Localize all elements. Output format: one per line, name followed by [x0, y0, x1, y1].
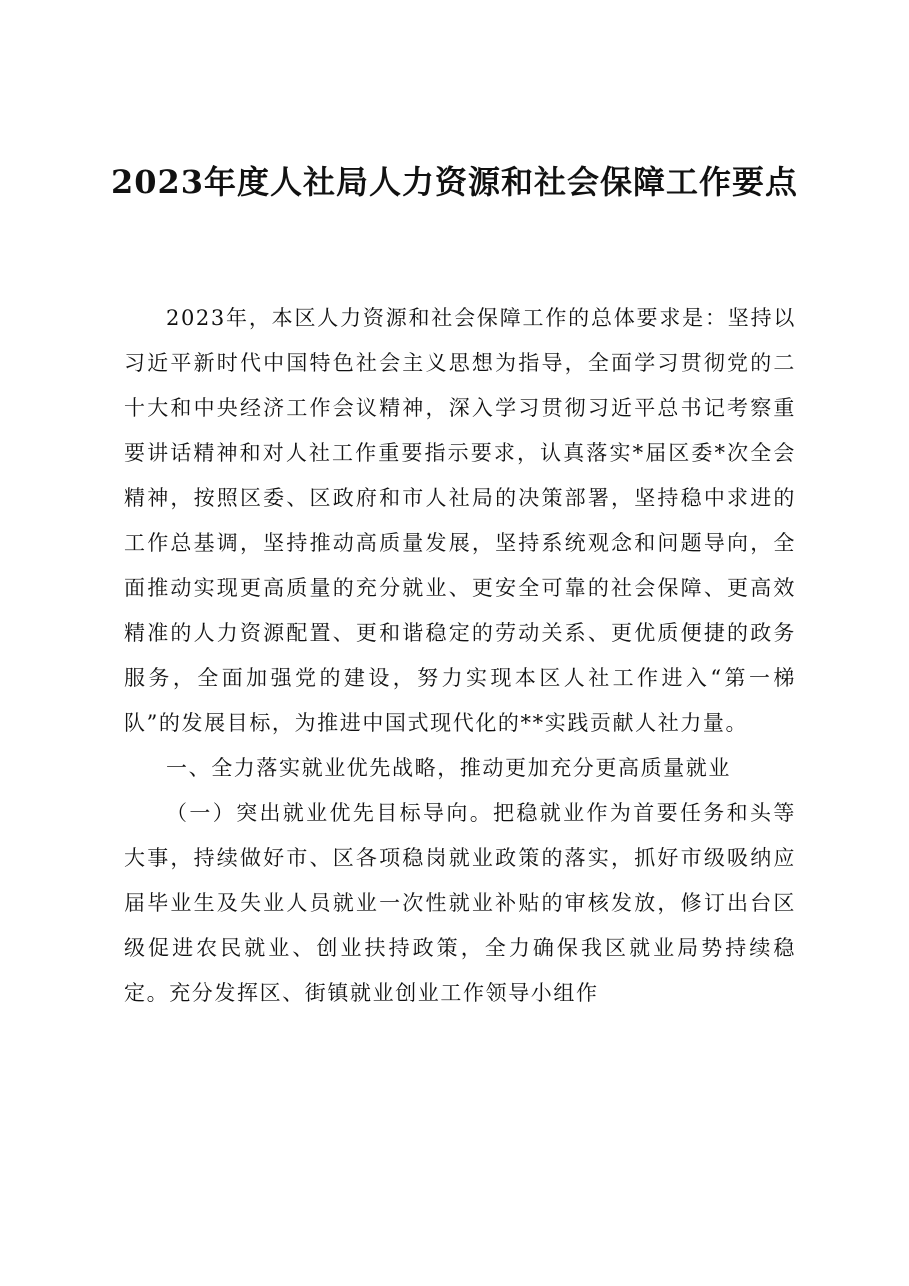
- document-title: 2023年度人社局人力资源和社会保障工作要点: [110, 163, 799, 201]
- subsection-paragraph: （一）突出就业优先目标导向。把稳就业作为首要任务和头等大事，持续做好市、区各项稳岗就业政策的落实，抓好市级吸纳应届毕业生及失业人员就业一次性就业补贴的审核发放，修订出台区级促进农民就业、创业扶持政策，全力确保我区就业局势持续稳定。充分发挥区、街镇就业创业工作领导小组作: [124, 801, 796, 1005]
- section-heading: 一、全力落实就业优先战略，推动更加充分更高质量就业: [166, 756, 731, 780]
- intro-paragraph: 2023年，本区人力资源和社会保障工作的总体要求是：坚持以习近平新时代中国特色社会主义思想为指导，全面学习贯彻党的二十大和中央经济工作会议精神，深入学习贯彻习近平总书记考察重要讲话精神和对人社工作重要指示要求，认真落实*届区委*次全会精神，按照区委、区政府和市人社局的决策部署，坚持稳中求进的工作总基调，坚持推动高质量发展，坚持系统观念和问题导向，全面推动实现更高质量的充分就业、更安全可靠的社会保障、更高效精准的人力资源配置、更和谐稳定的劳动关系、更优质便捷的政务服务，全面加强党的建设，努力实现本区人社工作进入“第一梯队”的发展目标，为推进中国式现代化的**实践贡献人社力量。: [124, 306, 796, 735]
- document-body: [124, 296, 796, 1016]
